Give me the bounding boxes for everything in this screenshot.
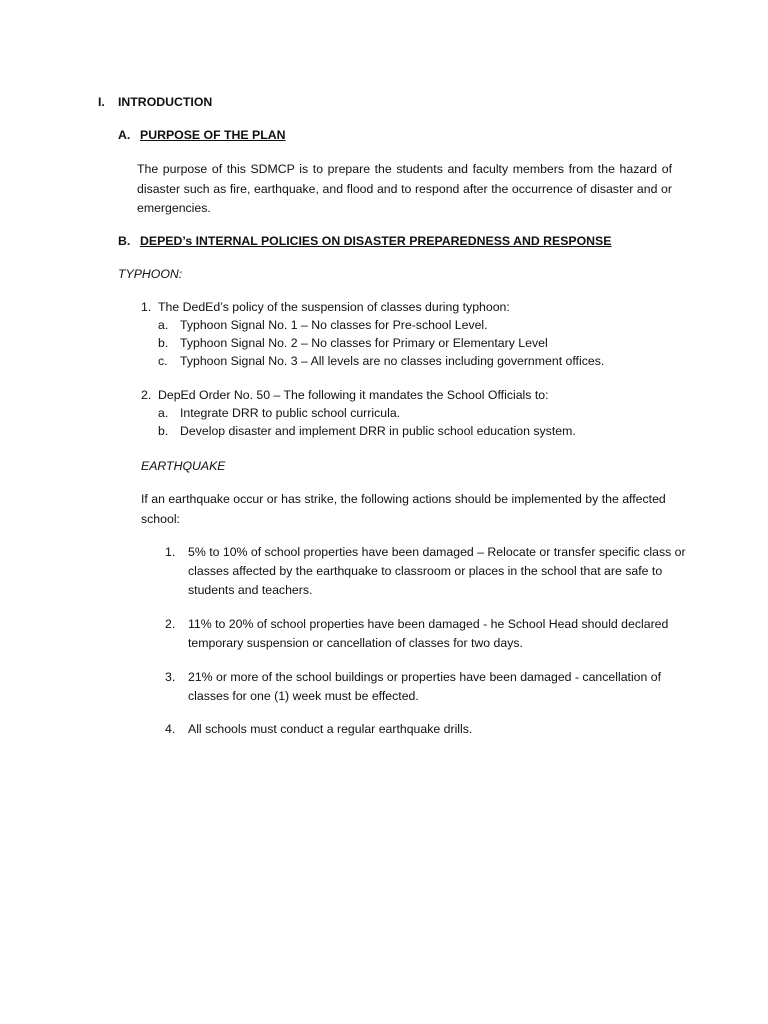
subsection-b-letter: B.	[118, 234, 131, 248]
sub-item-letter: a.	[158, 318, 169, 332]
item-text: DepEd Order No. 50 – The following it mandates the School Officials to:	[158, 388, 549, 402]
earthquake-heading: EARTHQUAKE	[141, 459, 226, 473]
subsection-a-letter: A.	[118, 128, 131, 142]
section-title: INTRODUCTION	[118, 95, 213, 109]
item-line: classes for one (1) week must be effected.	[188, 689, 419, 703]
sub-item-text: Typhoon Signal No. 3 – All levels are no classes including government offices.	[180, 354, 605, 368]
sub-item-text: Develop disaster and implement DRR in public school education system.	[180, 424, 576, 438]
item-line: 11% to 20% of school properties have been damaged - he School Head should declared	[188, 617, 669, 631]
sub-item-text: Typhoon Signal No. 2 – No classes for Primary or Elementary Level	[180, 336, 548, 350]
item-number: 1.	[165, 545, 176, 559]
sub-item-letter: c.	[158, 354, 168, 368]
item-text: The DedEd’s policy of the suspension of classes during typhoon:	[158, 300, 510, 314]
sub-item-text: Typhoon Signal No. 1 – No classes for Pre-school Level.	[180, 318, 488, 332]
item-number: 1.	[141, 300, 152, 314]
subsection-b-heading: DEPED’s INTERNAL POLICIES ON DISASTER PREPAREDNESS AND RESPONSE	[140, 234, 612, 248]
item-number: 2.	[141, 388, 152, 402]
item-number: 4.	[165, 722, 176, 736]
subsection-a-heading: PURPOSE OF THE PLAN	[140, 128, 286, 142]
item-line: classes affected by the earthquake to classroom or places in the school that are safe to	[188, 564, 663, 578]
section-number: I.	[98, 95, 105, 109]
paragraph-line: disaster such as fire, earthquake, and flood and to respond after the occurrence of disaster and or	[137, 182, 672, 196]
item-line: 21% or more of the school buildings or properties have been damaged - cancellation of	[188, 670, 662, 684]
sub-item-letter: b.	[158, 424, 169, 438]
item-line: temporary suspension or cancellation of classes for two days.	[188, 636, 523, 650]
paragraph-line: The purpose of this SDMCP is to prepare the students and faculty members from the hazard of	[137, 162, 672, 176]
typhoon-heading: TYPHOON:	[118, 267, 183, 281]
paragraph-line: school:	[141, 512, 180, 526]
sub-item-letter: b.	[158, 336, 169, 350]
paragraph-line: If an earthquake occur or has strike, the following actions should be implemented by the affected	[141, 492, 666, 506]
item-line: students and teachers.	[188, 583, 313, 597]
item-number: 3.	[165, 670, 176, 684]
paragraph-line: emergencies.	[137, 201, 211, 215]
item-number: 2.	[165, 617, 176, 631]
item-line: All schools must conduct a regular earthquake drills.	[188, 722, 473, 736]
sub-item-letter: a.	[158, 406, 169, 420]
item-line: 5% to 10% of school properties have been damaged – Relocate or transfer specific class or	[188, 545, 686, 559]
sub-item-text: Integrate DRR to public school curricula.	[180, 406, 401, 420]
